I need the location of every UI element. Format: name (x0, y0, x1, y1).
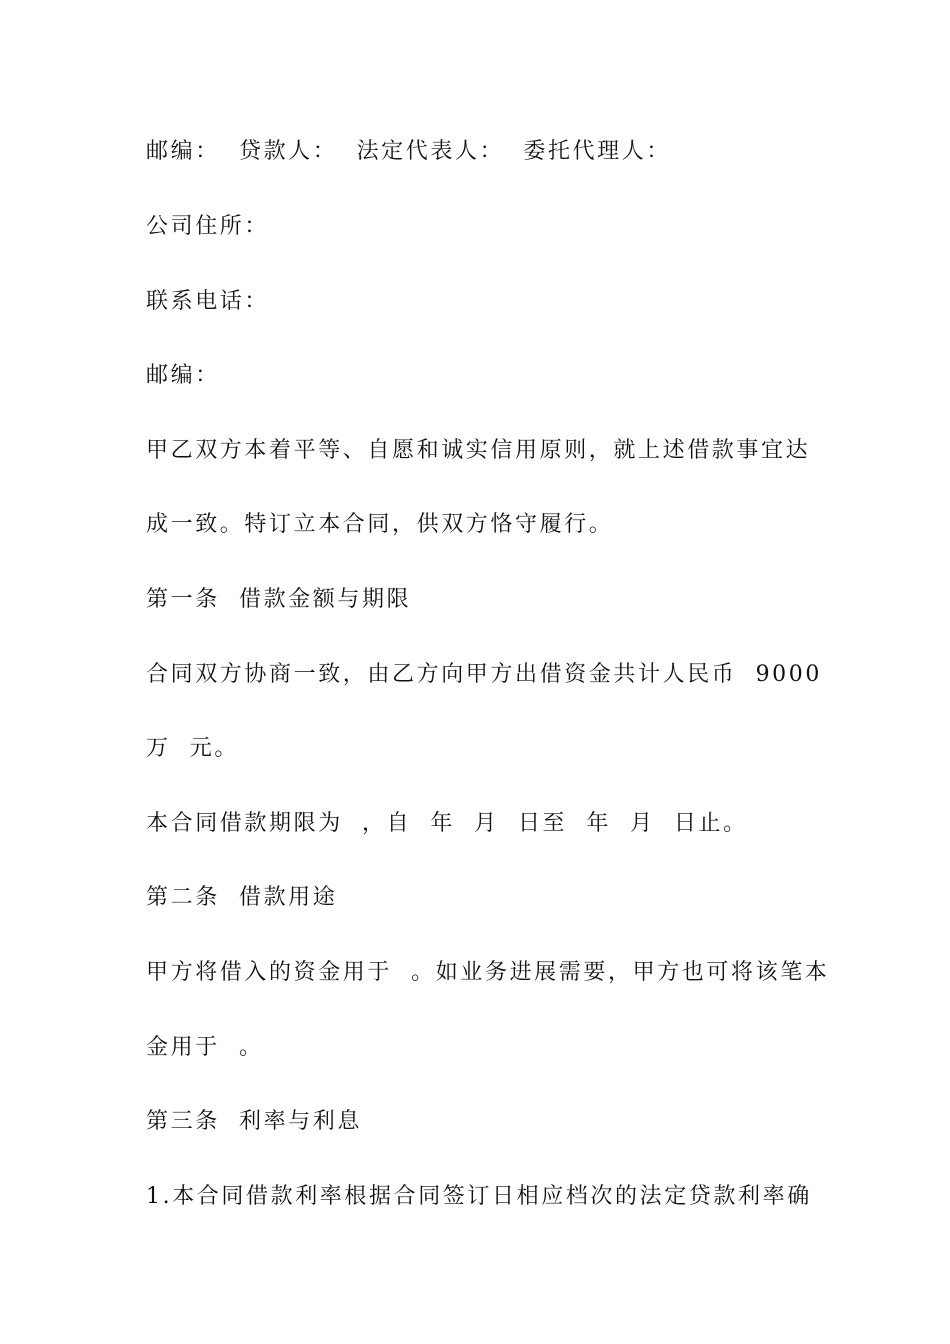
text-line: 合同双方协商一致，由乙方向甲方出借资金共计人民币 9000 (146, 662, 822, 687)
text-line: 金用于 。 (146, 1035, 264, 1060)
text-line: 联系电话： (146, 289, 270, 314)
section-heading: 第二条 借款用途 (146, 885, 338, 910)
text-line: 甲乙双方本着平等、自愿和诚实信用原则，就上述借款事宜达 (146, 438, 811, 463)
text-line: 邮编： 贷款人： 法定代表人： 委托代理人： (146, 139, 671, 164)
text-line: 公司住所： (146, 214, 270, 239)
text-line: 1.本合同借款利率根据合同签订日相应档次的法定贷款利率确 (146, 1184, 812, 1209)
section-heading: 第三条 利率与利息 (146, 1109, 362, 1134)
text-line: 万 元。 (146, 736, 239, 761)
text-line: 邮编： (146, 363, 220, 388)
section-heading: 第一条 借款金额与期限 (146, 587, 412, 612)
text-line: 成一致。特订立本合同，供双方恪守履行。 (146, 512, 614, 537)
text-line: 甲方将借入的资金用于 。如业务进展需要，甲方也可将该笔本 (146, 960, 830, 985)
text-line: 本合同借款期限为 ，自 年 月 日至 年 月 日止。 (146, 811, 748, 836)
